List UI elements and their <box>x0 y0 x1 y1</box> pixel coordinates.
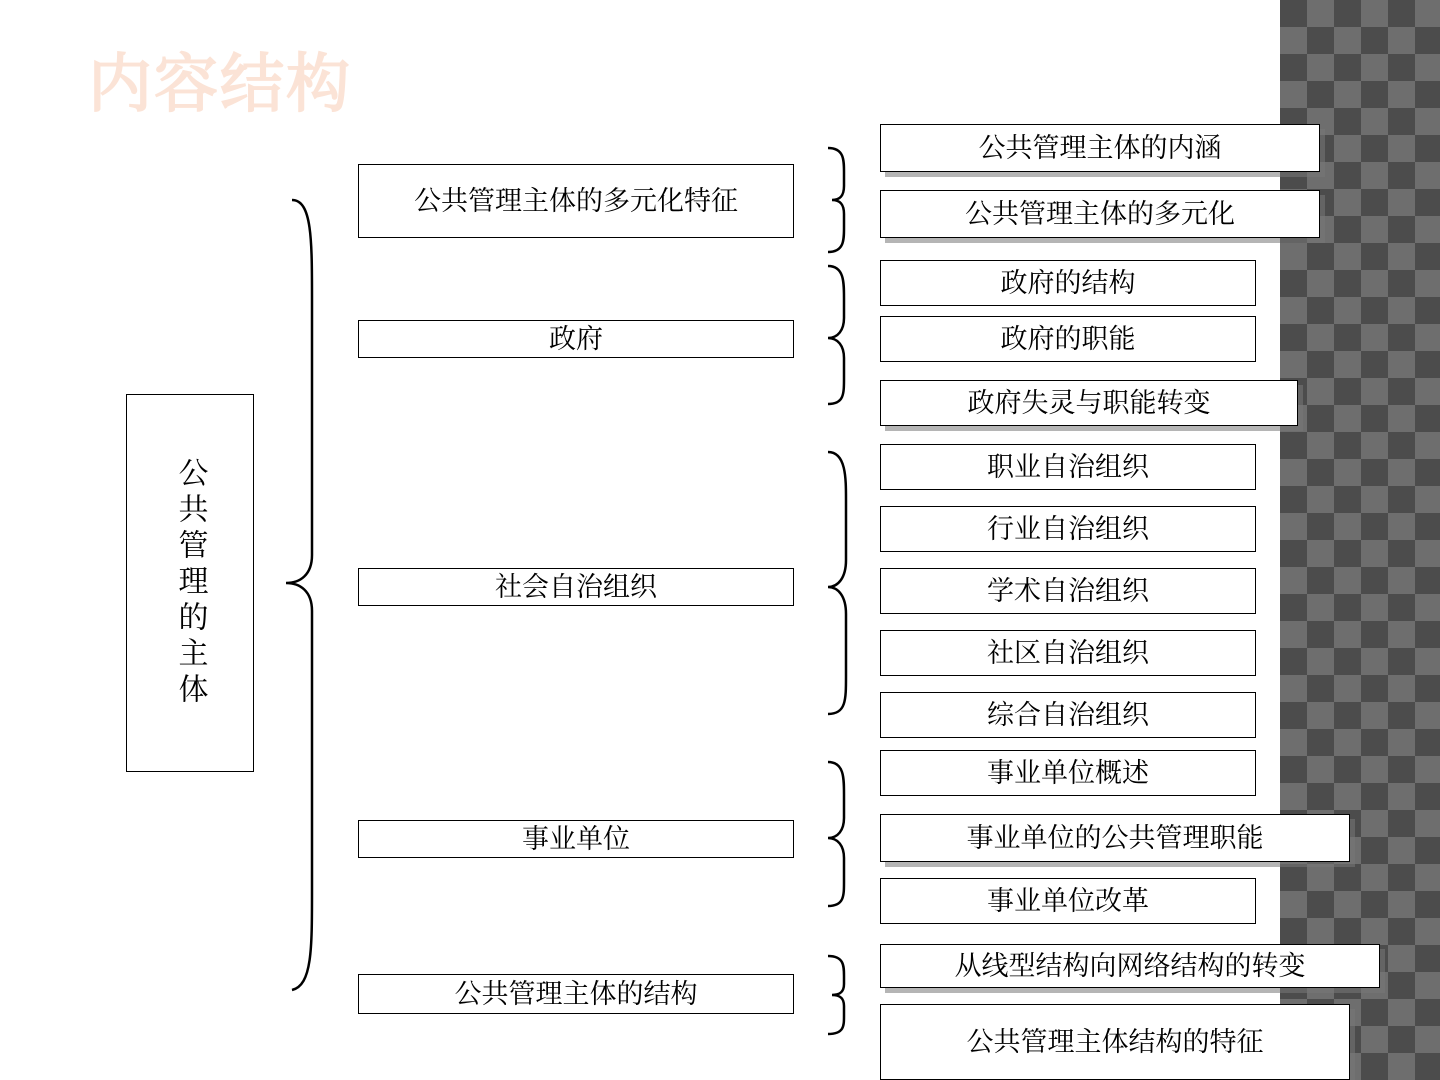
level2-node-4-2[interactable]: 事业单位的公共管理职能 <box>880 814 1350 862</box>
root-node[interactable]: 公共管理的主体 <box>126 394 254 772</box>
page-title: 内容结构 <box>88 48 352 120</box>
level1-node-1[interactable]: 公共管理主体的多元化特征 <box>358 164 794 238</box>
level2-node-5-1[interactable]: 从线型结构向网络结构的转变 <box>880 944 1380 988</box>
level1-node-4[interactable]: 事业单位 <box>358 820 794 858</box>
level2-node-3-1[interactable]: 职业自治组织 <box>880 444 1256 490</box>
level2-node-5-2[interactable]: 公共管理主体结构的特征 <box>880 1004 1350 1080</box>
level2-node-3-5[interactable]: 综合自治组织 <box>880 692 1256 738</box>
level1-node-5[interactable]: 公共管理主体的结构 <box>358 974 794 1014</box>
level2-node-1-1[interactable]: 公共管理主体的内涵 <box>880 124 1320 172</box>
level2-node-4-1[interactable]: 事业单位概述 <box>880 750 1256 796</box>
level2-node-2-3[interactable]: 政府失灵与职能转变 <box>880 380 1298 426</box>
level2-node-3-2[interactable]: 行业自治组织 <box>880 506 1256 552</box>
level2-node-1-2[interactable]: 公共管理主体的多元化 <box>880 190 1320 238</box>
level1-node-2[interactable]: 政府 <box>358 320 794 358</box>
level2-node-2-1[interactable]: 政府的结构 <box>880 260 1256 306</box>
level2-node-3-4[interactable]: 社区自治组织 <box>880 630 1256 676</box>
level2-node-3-3[interactable]: 学术自治组织 <box>880 568 1256 614</box>
level1-node-3[interactable]: 社会自治组织 <box>358 568 794 606</box>
level2-node-2-2[interactable]: 政府的职能 <box>880 316 1256 362</box>
level2-node-4-3[interactable]: 事业单位改革 <box>880 878 1256 924</box>
